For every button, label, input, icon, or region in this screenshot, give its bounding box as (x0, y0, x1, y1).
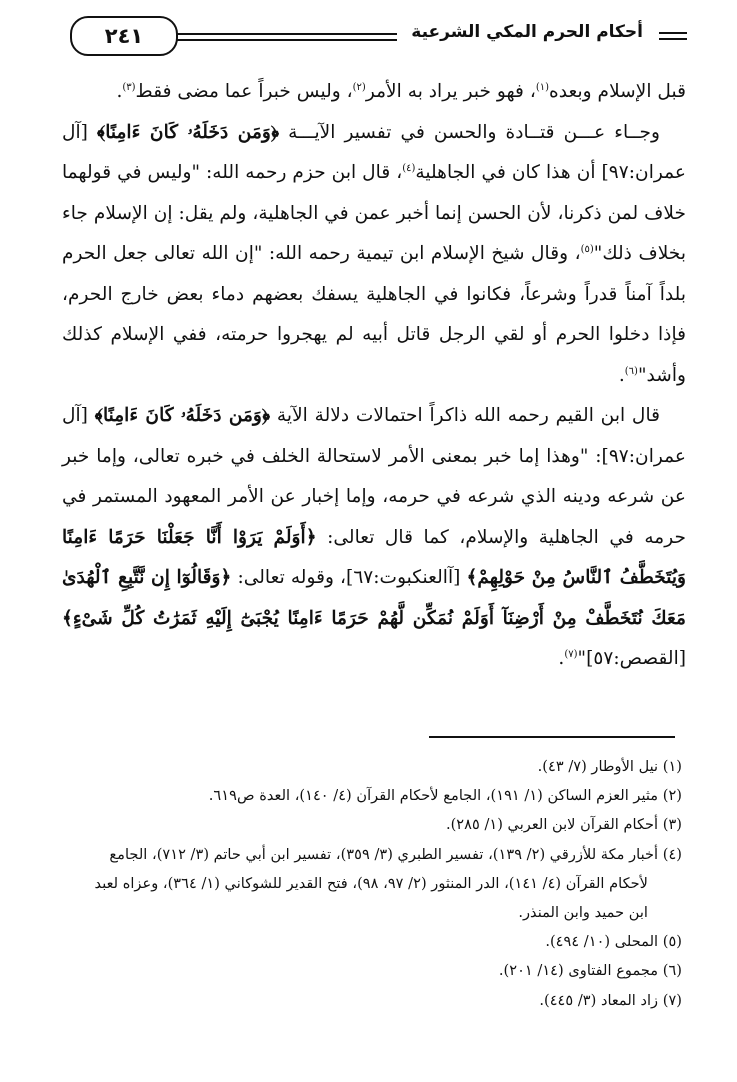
footnote-reference: (٤) (402, 162, 416, 174)
page-number: ٢٤١ (104, 24, 144, 48)
text-run: ، قال ابن حزم رحمه الله: "وليس في قولهما خلاف لمن ذكرنا، لأن الحسن إنما أخبر عمن في الجاهلية، ولم يقل: إن الإسلام جاء بخلاف ذلك" (62, 162, 686, 264)
text-run: . (618, 364, 625, 386)
footnote-fn7: (٧) زاد المعاد (٣/ ٤٤٥). (539, 991, 682, 1009)
text-run: [آل عمران:٩٧] أن هذا كان في الجاهلية (62, 121, 686, 183)
text-run: . (558, 648, 565, 669)
text-run: وجــاء عـــن قتــادة والحسن في تفسير الآيـــة (279, 121, 660, 143)
footnote-reference: (٧) (564, 648, 578, 660)
quran-verse: ﴿وَقَالُوٓا إِن نَّتَّبِعِ ٱلْهُدَىٰ مَعَكَ نُتَخَطَّفْ مِنْ أَرْضِنَآ أَوَلَمْ نُمَكِّن لَّهُمْ حَرَمًا ءَامِنًا يُجْبَىٰٓ إِلَيْهِ ثَمَرَٰتُ كُلِّ شَىْءٍ﴾ (62, 567, 686, 629)
text-run: ، فهو خبر يراد به الأمر (365, 81, 536, 102)
footnote-separator (429, 736, 675, 738)
text-run: ، وقال شيخ الإسلام ابن تيمية رحمه الله: "إن الله تعالى جعل الحرم بلداً آمناً قدراً وشرعاً، فكانوا في الجاهلية يسفك بعضهم دماء بعض خارج الحرم، فإذا دخلوا الحرم أو لقي الرجل قاتل أبيه لم يهجروا حرمته، ففي الإسلام كذلك وأشد" (62, 243, 686, 386)
text-run: [آالعنكبوت:٦٧]، وقوله تعالى: (231, 567, 467, 588)
running-title: أحكام الحرم المكي الشرعية (411, 22, 643, 42)
footnote-reference: (٣) (122, 81, 136, 93)
footnotes (58, 752, 682, 1015)
page-header (62, 14, 687, 58)
main-text (62, 72, 686, 680)
footnote-fn1: (١) نيل الأوطار (٧/ ٤٣). (537, 758, 682, 775)
footnote-fn5: (٥) المحلى (١٠/ ٤٩٤). (545, 933, 682, 951)
footnote-fn4-continued: لأحكام القرآن (٤/ ١٤١)، الدر المنثور (٢/ ٩٧، ٩٨)، فتح القدير للشوكاني (١/ ٣٦٤)، وعزاه لعبد (94, 874, 648, 892)
text-run: . (116, 81, 123, 102)
text-run: [القصص:٥٧]" (577, 648, 686, 669)
paragraph-p3 (62, 396, 686, 680)
text-run: قبل الإسلام وبعده (549, 81, 686, 102)
quran-verse: ﴿أَوَلَمْ يَرَوْا أَنَّا جَعَلْنَا حَرَمًا ءَامِنًا وَيُتَخَطَّفُ ٱلنَّاسُ مِنْ حَوْلِهِمْ﴾ (62, 526, 686, 588)
text-run: ، وليس خبراً عما مضى فقط (135, 81, 353, 102)
quran-verse: ﴿وَمَن دَخَلَهُۥ كَانَ ءَامِنًا﴾ (96, 121, 280, 143)
paragraph-p1 (62, 72, 686, 113)
header-dash-decoration (659, 32, 687, 42)
text-run: قال ابن القيم رحمه الله ذاكراً احتمالات دلالة الآية (270, 405, 660, 426)
footnote-reference: (٢) (352, 81, 366, 93)
footnote-reference: (٥) (580, 243, 594, 255)
footnote-fn3: (٣) أحكام القرآن لابن العربي (١/ ٢٨٥). (445, 816, 682, 834)
page-number-badge (70, 16, 178, 56)
paragraph-p2 (62, 113, 686, 397)
header-rule (162, 33, 397, 35)
text-run: [آل عمران:٩٧]: "وهذا إما خبر بمعنى الأمر لاستحالة الخلف في خبره تعالى، وإما خبر عن شرعه ودينه الذي شرعه في حرمه، وإما إخبار عن الأمر المعهود المستمر في حرمه في الجاهلية والإسلام، كما قال تعالى: (62, 405, 686, 548)
footnote-reference: (١) (535, 81, 550, 93)
footnote-fn4: (٤) أخبار مكة للأزرقي (٢/ ١٣٩)، تفسير الطبري (٣/ ٣٥٩)، تفسير ابن أبي حاتم (٣/ ٧١٢)، الجامع (109, 845, 682, 863)
footnote-reference: (٦) (624, 365, 638, 377)
header-rule-lower (162, 39, 397, 41)
footnote-fn4-continued: ابن حميد وابن المنذر. (518, 904, 648, 922)
quran-verse: ﴿وَمَن دَخَلَهُۥ كَانَ ءَامِنًا﴾ (94, 405, 271, 426)
footnote-fn6: (٦) مجموع الفتاوى (١٤/ ٢٠١). (498, 962, 682, 980)
footnote-fn2: (٢) مثير العزم الساكن (١/ ١٩١)، الجامع لأحكام القرآن (٤/ ١٤٠)، العدة ص٦١٩. (208, 787, 682, 805)
